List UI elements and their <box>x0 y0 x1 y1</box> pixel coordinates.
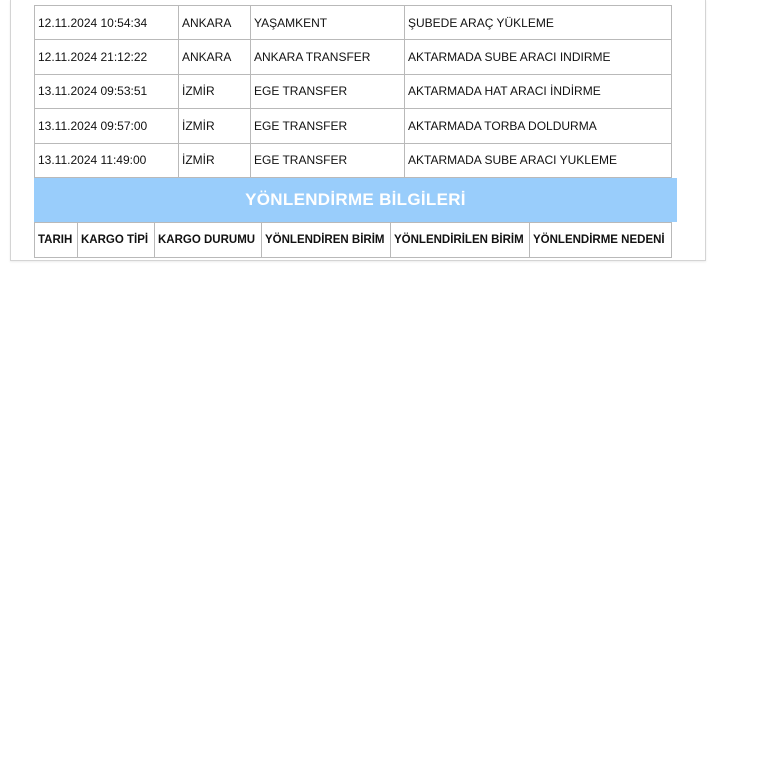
redirect-section-title: YÖNLENDİRME BİLGİLERİ <box>34 178 677 222</box>
table-row <box>35 40 672 74</box>
movement-city: İZMİR <box>179 109 251 143</box>
column-header-cargo-type: KARGO TİPİ <box>78 223 155 258</box>
column-header-redirect-reason: YÖNLENDİRME NEDENİ <box>530 223 672 258</box>
movement-unit: EGE TRANSFER <box>251 74 405 108</box>
movement-date: 13.11.2024 09:53:51 <box>35 74 179 108</box>
movement-date: 13.11.2024 09:57:00 <box>35 109 179 143</box>
movement-action: ŞUBEDE ARAÇ YÜKLEME <box>405 6 672 40</box>
movement-date: 12.11.2024 21:12:22 <box>35 40 179 74</box>
table-row <box>35 6 672 40</box>
movement-action: AKTARMADA HAT ARACI İNDİRME <box>405 74 672 108</box>
column-header-redirected-unit: YÖNLENDİRİLEN BİRİM <box>391 223 530 258</box>
column-header-cargo-status: KARGO DURUMU <box>155 223 262 258</box>
movement-table <box>34 5 672 178</box>
movement-date: 12.11.2024 10:54:34 <box>35 6 179 40</box>
movement-unit: YAŞAMKENT <box>251 6 405 40</box>
movement-unit: EGE TRANSFER <box>251 143 405 177</box>
table-row <box>35 74 672 108</box>
movement-city: İZMİR <box>179 143 251 177</box>
movement-date: 13.11.2024 11:49:00 <box>35 143 179 177</box>
movement-action: AKTARMADA TORBA DOLDURMA <box>405 109 672 143</box>
movement-action: AKTARMADA SUBE ARACI YUKLEME <box>405 143 672 177</box>
redirect-header-row <box>35 223 672 258</box>
column-header-redirecting-unit: YÖNLENDİREN BİRİM <box>262 223 391 258</box>
movement-unit: EGE TRANSFER <box>251 109 405 143</box>
table-row <box>35 109 672 143</box>
movement-city: ANKARA <box>179 6 251 40</box>
movement-city: İZMİR <box>179 74 251 108</box>
column-header-date: TARIH <box>35 223 78 258</box>
movement-unit: ANKARA TRANSFER <box>251 40 405 74</box>
movement-action: AKTARMADA SUBE ARACI INDIRME <box>405 40 672 74</box>
table-row <box>35 143 672 177</box>
movement-city: ANKARA <box>179 40 251 74</box>
redirect-table <box>34 222 672 258</box>
